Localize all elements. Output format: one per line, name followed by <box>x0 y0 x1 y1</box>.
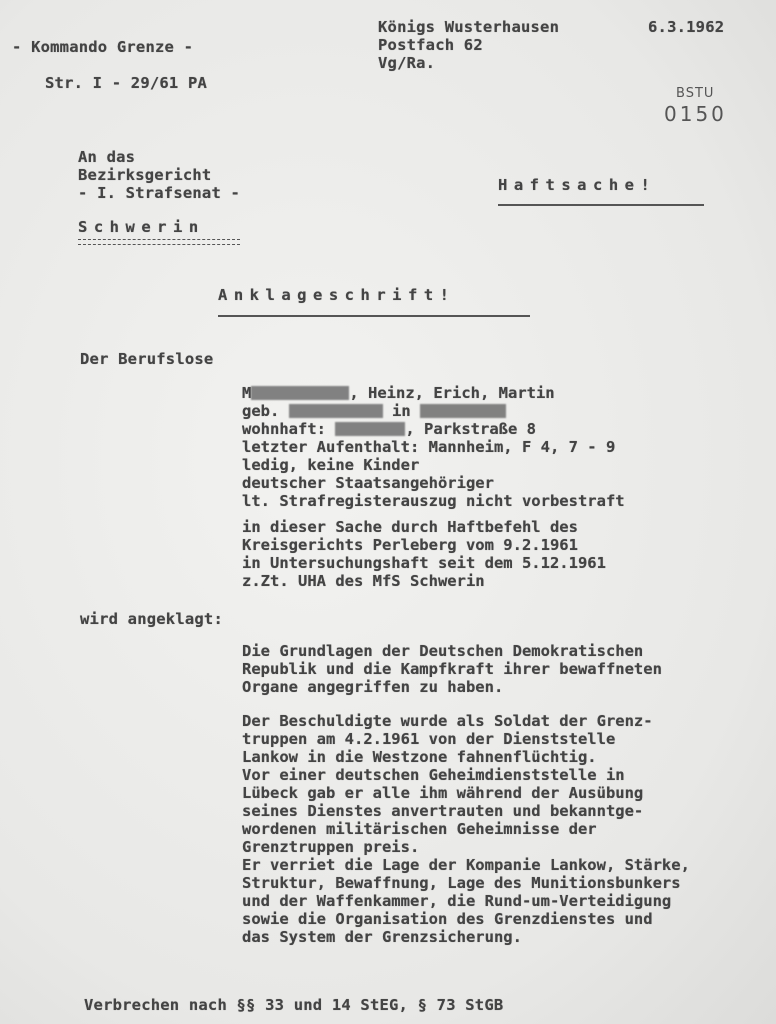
charge-detail-line: Lübeck gab er alle ihm während der Ausübung <box>242 784 644 802</box>
charge-detail-line: und der Waffenkammer, die Rund-um-Verteidigung <box>242 892 672 910</box>
document-date: 6.3.1962 <box>648 18 725 36</box>
charge-detail-line: sowie die Organisation des Grenzdienstes und <box>242 910 653 928</box>
city-underline <box>78 239 240 245</box>
haftsache-underline <box>498 204 704 206</box>
sender-postbox: Postfach 62 <box>378 36 483 54</box>
charge-detail-line: seines Dienstes anvertrauten und bekanntge- <box>242 802 644 820</box>
charge-detail-line: das System der Grenzsicherung. <box>242 928 522 946</box>
charge-detail-line: Der Beschuldigte wurde als Soldat der Grenz- <box>242 712 653 730</box>
charge-detail-line: Struktur, Bewaffnung, Lage des Munitionsbunkers <box>242 874 681 892</box>
custody-line: in Untersuchungshaft seit dem 5.12.1961 <box>242 554 606 572</box>
haftsache-label: Haftsache! <box>498 176 657 194</box>
charge-summary-line: Republik und die Kampfkraft ihrer bewaffneten <box>242 660 662 678</box>
legal-basis: Verbrechen nach §§ 33 und 14 StEG, § 73 StGB <box>84 996 504 1014</box>
intro-text: Der Berufslose <box>80 350 214 368</box>
charge-details <box>242 712 690 946</box>
recipient-line-3: - I. Strafsenat - <box>78 184 241 202</box>
redaction-residence <box>335 422 405 436</box>
recipient-line-1: An das <box>78 148 136 166</box>
charge-detail-line: wordenen militärischen Geheimnisse der <box>242 820 597 838</box>
accused-citizenship: deutscher Staatsangehöriger <box>242 474 494 492</box>
reference-number: Str. I - 29/61 PA <box>45 74 208 92</box>
redaction-surname <box>251 386 349 400</box>
custody-line: in dieser Sache durch Haftbefehl des <box>242 518 578 536</box>
document-title: Anklageschrift! <box>218 286 456 304</box>
recipient-city: Schwerin <box>78 218 205 236</box>
custody-line: Kreisgerichts Perleberg vom 9.2.1961 <box>242 536 578 554</box>
accused-family: ledig, keine Kinder <box>242 456 420 474</box>
redaction-birthdate <box>289 404 383 418</box>
accused-name-line: M , Heinz, Erich, Martin <box>242 384 555 402</box>
title-underline <box>218 315 530 317</box>
charged-label: wird angeklagt: <box>80 610 223 628</box>
redaction-birthplace <box>420 404 506 418</box>
charge-summary <box>242 642 662 696</box>
charge-detail-line: Vor einer deutschen Geheimdienststelle in <box>242 766 625 784</box>
charge-summary-line: Organe angegriffen zu haben. <box>242 678 504 696</box>
charge-detail-line: truppen am 4.2.1961 von der Dienststelle <box>242 730 616 748</box>
charge-detail-line: Er verriet die Lage der Kompanie Lankow, Stärke, <box>242 856 690 874</box>
accused-last-stay: letzter Aufenthalt: Mannheim, F 4, 7 - 9 <box>242 438 616 456</box>
sender-unit: - Kommando Grenze - <box>12 38 194 56</box>
sender-initials: Vg/Ra. <box>378 54 436 72</box>
accused-residence-line: wohnhaft: , Parkstraße 8 <box>242 420 536 438</box>
sender-place: Königs Wusterhausen <box>378 18 560 36</box>
custody-line: z.Zt. UHA des MfS Schwerin <box>242 572 485 590</box>
charge-summary-line: Die Grundlagen der Deutschen Demokratischen <box>242 642 644 660</box>
accused-birth-line: geb. in <box>242 402 625 420</box>
charge-detail-line: Grenztruppen preis. <box>242 838 420 856</box>
recipient-line-2: Bezirksgericht <box>78 166 212 184</box>
archive-stamp-number: 0150 <box>664 102 727 126</box>
archive-stamp-label: BSTU <box>676 86 715 101</box>
accused-details <box>242 384 625 510</box>
accused-record: lt. Strafregisterauszug nicht vorbestraft <box>242 492 625 510</box>
charge-detail-line: Lankow in die Westzone fahnenflüchtig. <box>242 748 597 766</box>
custody-block <box>242 518 606 590</box>
